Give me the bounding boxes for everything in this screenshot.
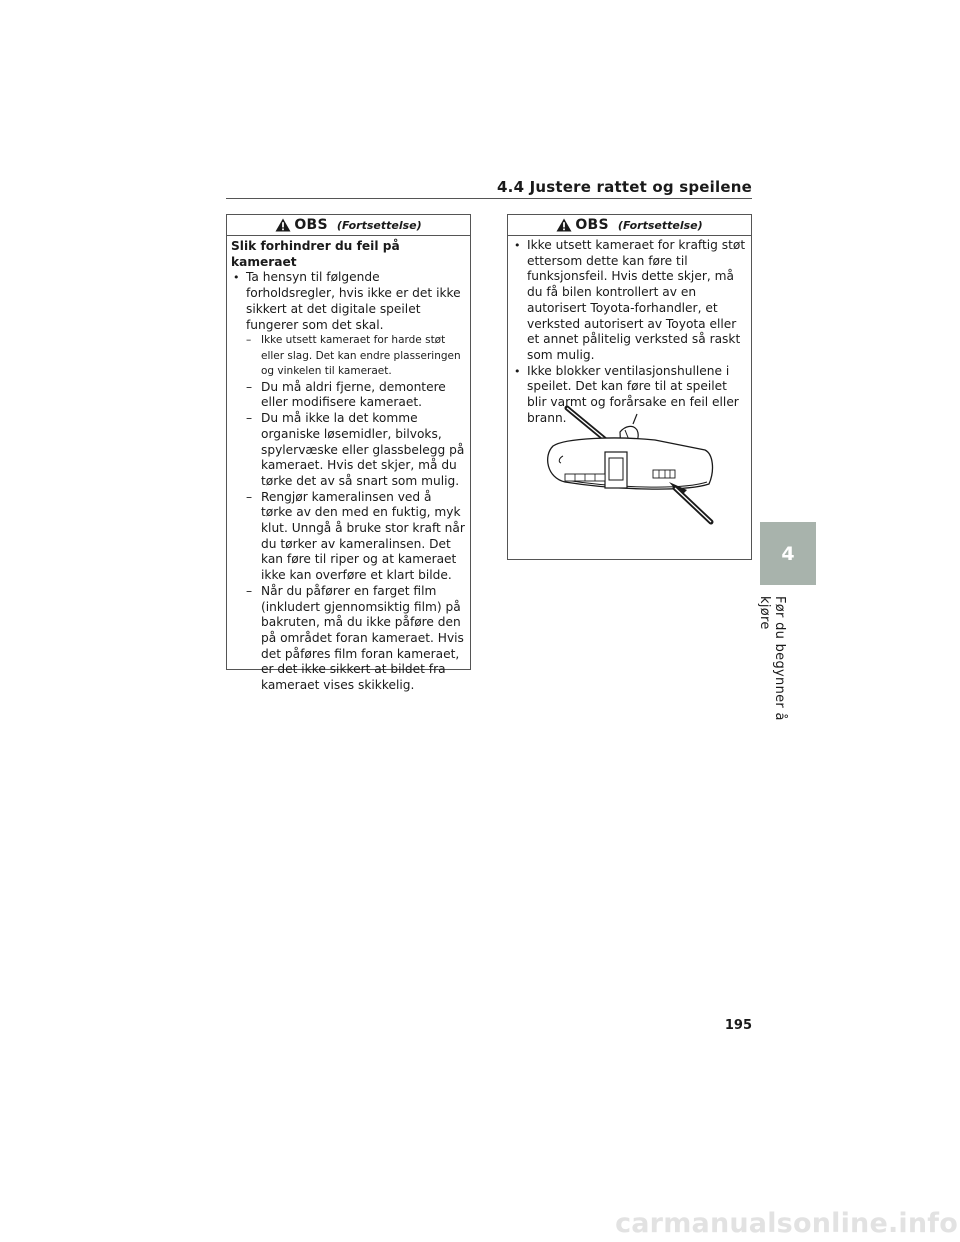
continued-label: (Fortsettelse) bbox=[336, 218, 422, 232]
warning-icon bbox=[556, 218, 572, 232]
mirror-illustration bbox=[525, 400, 730, 530]
caution-label: OBS bbox=[575, 217, 609, 233]
caution-body bbox=[508, 236, 751, 426]
dash-item: – Du må ikke la det komme organiske løsemidler, bilvoks, spylervæske eller glassbelegg på kameraet. Hvis det skjer, må du tørke det av så snart som mulig. bbox=[246, 411, 465, 488]
chapter-tab: 4 bbox=[760, 522, 816, 585]
dash-item: – Ikke utsett kameraet for harde støt eller slag. Det kan endre plasseringen og vinkelen til kameraet. bbox=[246, 334, 461, 378]
header-rule bbox=[226, 198, 752, 199]
warning-icon bbox=[275, 218, 291, 232]
section-header: 4.4 Justere rattet og speilene bbox=[497, 178, 752, 196]
chapter-title: Før du begynner å kjøre bbox=[757, 596, 787, 721]
caution-label: OBS bbox=[294, 217, 328, 233]
caution-subheading: Slik forhindrer du feil på kameraet bbox=[231, 239, 400, 269]
dash-item: – Når du påfører en farget film (inkludert gjennomsiktig film) på bakruten, må du ikke påføre den på området foran kameraet. Hvis det påføres film foran kameraet, er det ikke sikkert at bildet fra kameraet vises skikkelig. bbox=[246, 583, 464, 693]
caution-box-left bbox=[226, 214, 471, 693]
caution-box-header bbox=[227, 215, 470, 236]
caution-box-header bbox=[508, 215, 751, 236]
bullet-item: • Ikke utsett kameraet for kraftig støt ettersom dette kan føre til funksjonsfeil. Hvis dette skjer, må du få bilen kontrollert av en autorisert Toyota-forhandler, et verksted autorisert av Toyota eller et annet pålitelig verksted så raskt som mulig. bbox=[512, 238, 747, 364]
dash-item: – Du må aldri fjerne, demontere eller modifisere kameraet. bbox=[246, 379, 446, 410]
watermark: carmanualsonline.info bbox=[615, 1208, 958, 1239]
page-number: 195 bbox=[724, 1018, 752, 1033]
bullet-item: • Ikke blokker ventilasjonshullene i speilet. Det kan føre til at speilet blir varmt og forårsake en feil eller brann. bbox=[512, 364, 747, 427]
continued-label: (Fortsettelse) bbox=[617, 218, 703, 232]
caution-body bbox=[227, 236, 470, 694]
mirror-body-icon bbox=[548, 438, 713, 489]
bullet-item: • Ta hensyn til følgende forholdsregler, hvis ikke er det ikke sikkert at det digitale speilet fungerer som det skal. bbox=[231, 270, 466, 333]
dash-item: – Rengjør kameralinsen ved å tørke av den med en fuktig, myk klut. Unngå å bruke stor kraft når du tørker av kameralinsen. Det kan føre til riper og at kameraet ikke kan overføre et klart bilde. bbox=[246, 489, 465, 583]
